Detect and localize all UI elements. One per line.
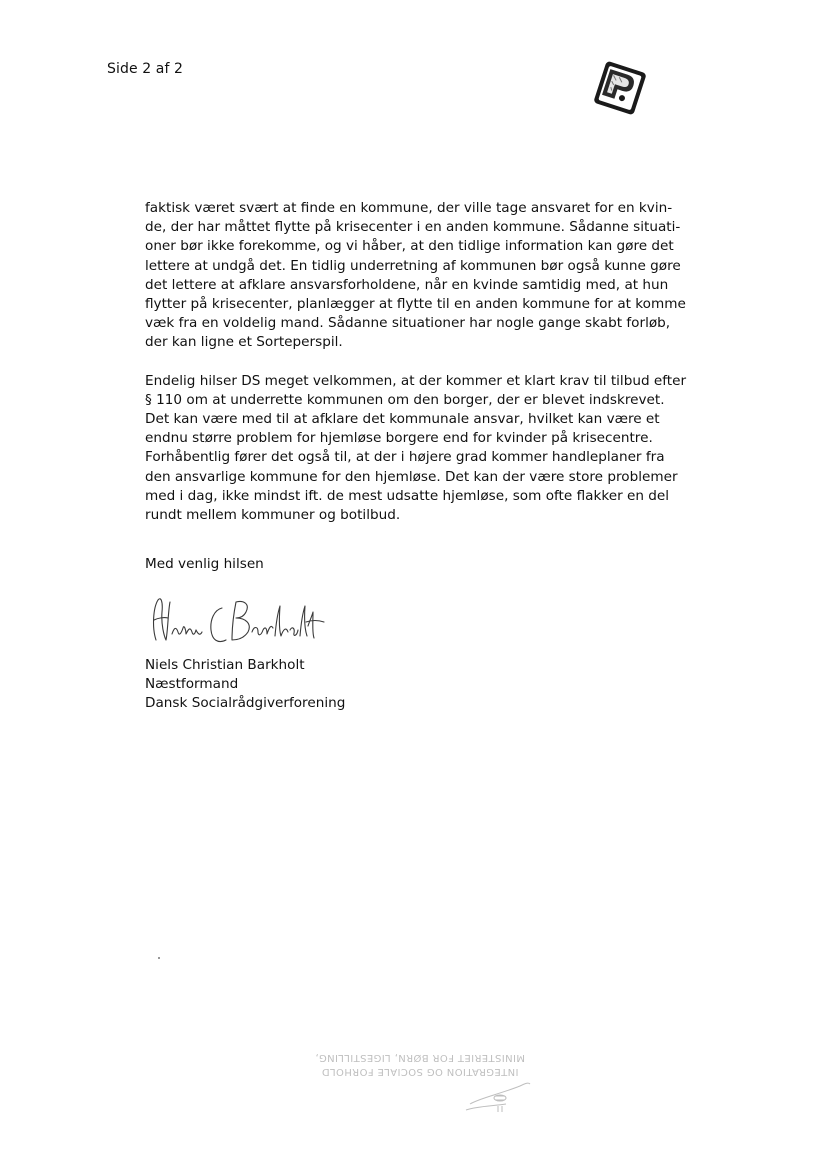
signatory-name: Niels Christian Barkholt: [145, 657, 305, 673]
letter-paragraph-1: [145, 199, 705, 353]
text-line: § 110 om at underrette kommunen om den borger, der er blevet indskrevet.: [145, 391, 665, 408]
text-line: med i dag, ikke mindst ift. de mest udsatte hjemløse, som ofte flakker en del: [145, 487, 670, 504]
signatory-block: [145, 656, 345, 713]
signatory-organization: Dansk Socialrådgiverforening: [145, 695, 346, 711]
text-line: flytter på krisecenter, planlægger at flytte til en anden kommune for at komme: [145, 296, 686, 313]
closing-salutation: Med venlig hilsen: [145, 556, 264, 572]
received-stamp: [300, 1050, 540, 1120]
text-line: væk fra en voldelig mand. Sådanne situationer har nogle gange skabt forløb,: [145, 315, 671, 332]
text-line: Det kan være med til at afklare det kommunale ansvar, hvilket kan være et: [145, 411, 660, 428]
stamp-emblem-icon: [460, 1076, 540, 1120]
text-line: rundt mellem kommuner og botilbud.: [145, 507, 401, 524]
text-line: endnu større problem for hjemløse borgere end for kvinder på krisecentre.: [145, 430, 653, 447]
text-line: faktisk været svært at finde en kommune, der ville tage ansvaret for en kvin-: [145, 200, 673, 216]
stamp-line-1: MINISTERIET FOR BØRN, LIGESTILLING,: [314, 1052, 526, 1063]
stamp-line-2: INTEGRATION OG SOCIALE FORHOLD: [321, 1066, 519, 1077]
text-line: Endelig hilser DS meget velkommen, at der kommer et klart krav til tilbud efter: [145, 372, 687, 389]
organization-logo-icon: [590, 60, 650, 116]
page-indicator: Side 2 af 2: [107, 61, 184, 77]
text-line: der kan ligne et Sorteperspil.: [145, 334, 343, 351]
text-line: oner bør ikke forekomme, og vi håber, at den tidlige information kan gøre det: [145, 238, 674, 255]
text-line: de, der har måttet flytte på krisecenter i en anden kommune. Sådanne situati-: [145, 219, 681, 236]
text-line: Forhåbentlig fører det også til, at der i højere grad kommer handleplaner fra: [145, 449, 665, 466]
scan-speck: [158, 957, 160, 959]
letter-body: [145, 199, 705, 525]
stamp-text: [300, 1050, 540, 1078]
text-line: den ansvarlige kommune for den hjemløse. Det kan der være store problemer: [145, 468, 678, 485]
text-line: det lettere at afklare ansvarsforholdene, når en kvinde samtidig med, at hun: [145, 276, 669, 293]
letter-paragraph-2: [145, 372, 705, 526]
signatory-title: Næstformand: [145, 676, 239, 692]
handwritten-signature-icon: [148, 590, 328, 658]
text-line: lettere at undgå det. En tidlig underretning af kommunen bør også kunne gøre: [145, 257, 681, 274]
